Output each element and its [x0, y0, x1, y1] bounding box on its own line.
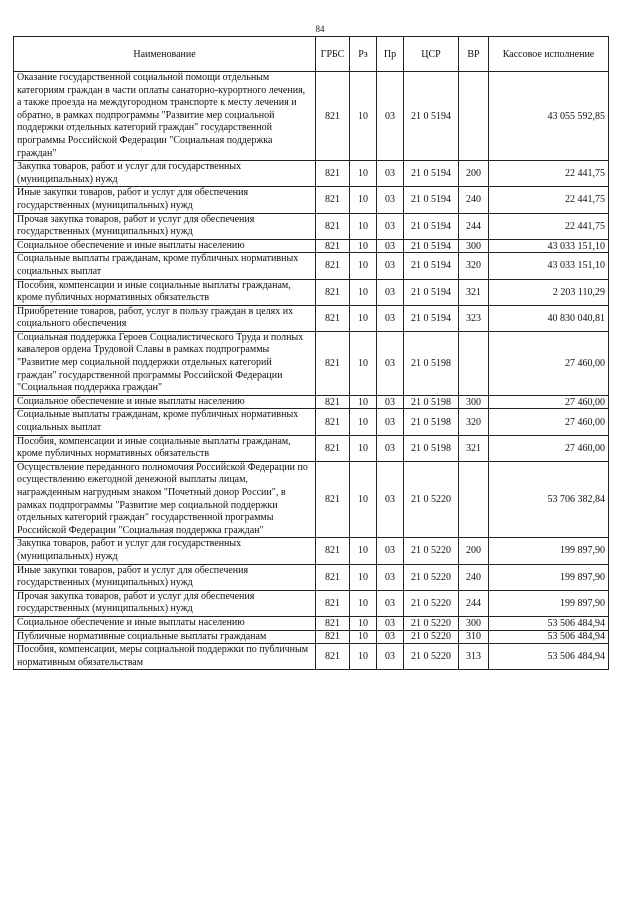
header-grbs: ГРБС — [316, 37, 350, 72]
cell-grbs: 821 — [316, 461, 350, 538]
cell-pr: 03 — [377, 279, 404, 305]
cell-vr: 244 — [459, 590, 489, 616]
table-row — [14, 564, 609, 590]
cell-name: Публичные нормативные социальные выплаты гражданам — [14, 630, 316, 644]
cell-csr: 21 0 5220 — [404, 630, 459, 644]
cell-grbs: 821 — [316, 187, 350, 213]
table-row — [14, 72, 609, 161]
cell-sum: 22 441,75 — [489, 161, 609, 187]
cell-rz: 10 — [350, 213, 377, 239]
cell-name: Пособия, компенсации, меры социальной поддержки по публичным нормативным обязательствам — [14, 644, 316, 670]
cell-csr: 21 0 5220 — [404, 616, 459, 630]
cell-grbs: 821 — [316, 409, 350, 435]
cell-vr: 323 — [459, 305, 489, 331]
page-number: 84 — [315, 24, 325, 34]
cell-grbs: 821 — [316, 616, 350, 630]
cell-sum: 53 506 484,94 — [489, 644, 609, 670]
table-row — [14, 279, 609, 305]
cell-rz: 10 — [350, 305, 377, 331]
cell-pr: 03 — [377, 538, 404, 564]
cell-pr: 03 — [377, 461, 404, 538]
table-row — [14, 161, 609, 187]
cell-vr: 240 — [459, 187, 489, 213]
header-csr: ЦСР — [404, 37, 459, 72]
cell-csr: 21 0 5194 — [404, 279, 459, 305]
cell-sum: 43 033 151,10 — [489, 253, 609, 279]
cell-rz: 10 — [350, 409, 377, 435]
cell-sum: 43 033 151,10 — [489, 239, 609, 253]
table-row — [14, 331, 609, 395]
cell-name: Закупка товаров, работ и услуг для государственных (муниципальных) нужд — [14, 538, 316, 564]
cell-name: Иные закупки товаров, работ и услуг для обеспечения государственных (муниципальных) нужд — [14, 187, 316, 213]
table-row — [14, 239, 609, 253]
cell-vr: 300 — [459, 395, 489, 409]
cell-vr: 300 — [459, 616, 489, 630]
cell-name: Социальная поддержка Героев Социалистического Труда и полных кавалеров ордена Трудовой Славы в рамках подпрограммы "Развитие мер социальной поддержки отдельных категорий граждан" государственной программы Российской Федерации "Социальная поддержка граждан" — [14, 331, 316, 395]
table-row — [14, 461, 609, 538]
table-header-row — [14, 37, 609, 72]
cell-csr: 21 0 5194 — [404, 239, 459, 253]
cell-vr: 313 — [459, 644, 489, 670]
table-row — [14, 409, 609, 435]
cell-sum: 27 460,00 — [489, 435, 609, 461]
cell-vr: 300 — [459, 239, 489, 253]
cell-sum: 53 506 484,94 — [489, 630, 609, 644]
cell-csr: 21 0 5198 — [404, 409, 459, 435]
cell-name: Социальные выплаты гражданам, кроме публичных нормативных социальных выплат — [14, 253, 316, 279]
header-rz: Рз — [350, 37, 377, 72]
cell-rz: 10 — [350, 395, 377, 409]
table-row — [14, 630, 609, 644]
cell-grbs: 821 — [316, 305, 350, 331]
cell-name: Осуществление переданного полномочия Российской Федерации по осуществлению ежегодной денежной выплаты лицам, награжденным нагрудным знаком "Почетный донор России", в рамках подпрограммы "Развитие мер социальной поддержки отдельных категорий граждан" государственной программы Российской Федерации "Социальная поддержка граждан" — [14, 461, 316, 538]
cell-sum: 22 441,75 — [489, 213, 609, 239]
cell-pr: 03 — [377, 644, 404, 670]
cell-rz: 10 — [350, 187, 377, 213]
cell-csr: 21 0 5194 — [404, 213, 459, 239]
cell-csr: 21 0 5194 — [404, 305, 459, 331]
cell-pr: 03 — [377, 72, 404, 161]
cell-sum: 43 055 592,85 — [489, 72, 609, 161]
table-row — [14, 435, 609, 461]
cell-pr: 03 — [377, 187, 404, 213]
cell-csr: 21 0 5220 — [404, 538, 459, 564]
cell-sum: 199 897,90 — [489, 538, 609, 564]
cell-sum: 53 706 382,84 — [489, 461, 609, 538]
cell-vr: 200 — [459, 538, 489, 564]
table-row — [14, 616, 609, 630]
cell-grbs: 821 — [316, 395, 350, 409]
cell-sum: 27 460,00 — [489, 395, 609, 409]
cell-csr: 21 0 5194 — [404, 253, 459, 279]
cell-grbs: 821 — [316, 590, 350, 616]
cell-rz: 10 — [350, 279, 377, 305]
cell-sum: 27 460,00 — [489, 409, 609, 435]
table-row — [14, 644, 609, 670]
table-row — [14, 590, 609, 616]
cell-pr: 03 — [377, 331, 404, 395]
cell-vr — [459, 72, 489, 161]
cell-pr: 03 — [377, 616, 404, 630]
cell-sum: 199 897,90 — [489, 590, 609, 616]
cell-grbs: 821 — [316, 538, 350, 564]
cell-name: Социальные выплаты гражданам, кроме публичных нормативных социальных выплат — [14, 409, 316, 435]
table-row — [14, 305, 609, 331]
cell-rz: 10 — [350, 590, 377, 616]
cell-csr: 21 0 5198 — [404, 331, 459, 395]
table-row — [14, 395, 609, 409]
cell-csr: 21 0 5220 — [404, 644, 459, 670]
table-row — [14, 538, 609, 564]
cell-rz: 10 — [350, 616, 377, 630]
cell-name: Прочая закупка товаров, работ и услуг для обеспечения государственных (муниципальных) нужд — [14, 590, 316, 616]
cell-vr: 310 — [459, 630, 489, 644]
cell-rz: 10 — [350, 161, 377, 187]
cell-pr: 03 — [377, 564, 404, 590]
cell-name: Пособия, компенсации и иные социальные выплаты гражданам, кроме публичных нормативных обязательств — [14, 435, 316, 461]
budget-execution-table — [13, 36, 609, 670]
cell-vr — [459, 331, 489, 395]
cell-name: Пособия, компенсации и иные социальные выплаты гражданам, кроме публичных нормативных обязательств — [14, 279, 316, 305]
cell-pr: 03 — [377, 409, 404, 435]
cell-rz: 10 — [350, 72, 377, 161]
cell-pr: 03 — [377, 161, 404, 187]
cell-csr: 21 0 5220 — [404, 461, 459, 538]
cell-pr: 03 — [377, 630, 404, 644]
cell-name: Прочая закупка товаров, работ и услуг для обеспечения государственных (муниципальных) нужд — [14, 213, 316, 239]
cell-name: Иные закупки товаров, работ и услуг для обеспечения государственных (муниципальных) нужд — [14, 564, 316, 590]
cell-grbs: 821 — [316, 644, 350, 670]
header-vr: ВР — [459, 37, 489, 72]
cell-rz: 10 — [350, 644, 377, 670]
cell-rz: 10 — [350, 630, 377, 644]
cell-csr: 21 0 5220 — [404, 564, 459, 590]
header-name: Наименование — [14, 37, 316, 72]
cell-pr: 03 — [377, 239, 404, 253]
cell-csr: 21 0 5194 — [404, 187, 459, 213]
table-row — [14, 213, 609, 239]
cell-rz: 10 — [350, 461, 377, 538]
cell-grbs: 821 — [316, 213, 350, 239]
cell-grbs: 821 — [316, 435, 350, 461]
cell-rz: 10 — [350, 435, 377, 461]
cell-vr: 320 — [459, 409, 489, 435]
cell-vr — [459, 461, 489, 538]
cell-rz: 10 — [350, 253, 377, 279]
cell-sum: 27 460,00 — [489, 331, 609, 395]
cell-name: Приобретение товаров, работ, услуг в пользу граждан в целях их социального обеспечения — [14, 305, 316, 331]
cell-vr: 244 — [459, 213, 489, 239]
cell-name: Социальное обеспечение и иные выплаты населению — [14, 395, 316, 409]
cell-sum: 40 830 040,81 — [489, 305, 609, 331]
cell-vr: 321 — [459, 435, 489, 461]
cell-grbs: 821 — [316, 630, 350, 644]
cell-grbs: 821 — [316, 253, 350, 279]
cell-grbs: 821 — [316, 72, 350, 161]
cell-vr: 320 — [459, 253, 489, 279]
cell-csr: 21 0 5220 — [404, 590, 459, 616]
table-body — [14, 72, 609, 670]
cell-grbs: 821 — [316, 564, 350, 590]
cell-rz: 10 — [350, 564, 377, 590]
cell-csr: 21 0 5194 — [404, 161, 459, 187]
cell-name: Социальное обеспечение и иные выплаты населению — [14, 616, 316, 630]
cell-pr: 03 — [377, 435, 404, 461]
cell-vr: 240 — [459, 564, 489, 590]
cell-name: Закупка товаров, работ и услуг для государственных (муниципальных) нужд — [14, 161, 316, 187]
cell-pr: 03 — [377, 213, 404, 239]
cell-name: Социальное обеспечение и иные выплаты населению — [14, 239, 316, 253]
cell-pr: 03 — [377, 590, 404, 616]
cell-vr: 321 — [459, 279, 489, 305]
table-row — [14, 253, 609, 279]
cell-pr: 03 — [377, 395, 404, 409]
header-sum: Кассовое исполнение — [489, 37, 609, 72]
cell-sum: 2 203 110,29 — [489, 279, 609, 305]
table-row — [14, 187, 609, 213]
cell-csr: 21 0 5194 — [404, 72, 459, 161]
cell-pr: 03 — [377, 305, 404, 331]
cell-grbs: 821 — [316, 161, 350, 187]
cell-vr: 200 — [459, 161, 489, 187]
cell-sum: 199 897,90 — [489, 564, 609, 590]
cell-csr: 21 0 5198 — [404, 395, 459, 409]
cell-rz: 10 — [350, 239, 377, 253]
cell-grbs: 821 — [316, 279, 350, 305]
cell-name: Оказание государственной социальной помощи отдельным категориям граждан в части оплаты санаторно-курортного лечения, а также проезда на междугородном транспорте к месту лечения и обратно, в рамках подпрограммы "Развитие мер социальной поддержки отдельных категорий граждан" государственной программы Российской Федерации "Социальная поддержка граждан" — [14, 72, 316, 161]
cell-sum: 22 441,75 — [489, 187, 609, 213]
cell-grbs: 821 — [316, 239, 350, 253]
cell-sum: 53 506 484,94 — [489, 616, 609, 630]
cell-pr: 03 — [377, 253, 404, 279]
cell-csr: 21 0 5198 — [404, 435, 459, 461]
header-pr: Пр — [377, 37, 404, 72]
cell-rz: 10 — [350, 538, 377, 564]
cell-grbs: 821 — [316, 331, 350, 395]
cell-rz: 10 — [350, 331, 377, 395]
